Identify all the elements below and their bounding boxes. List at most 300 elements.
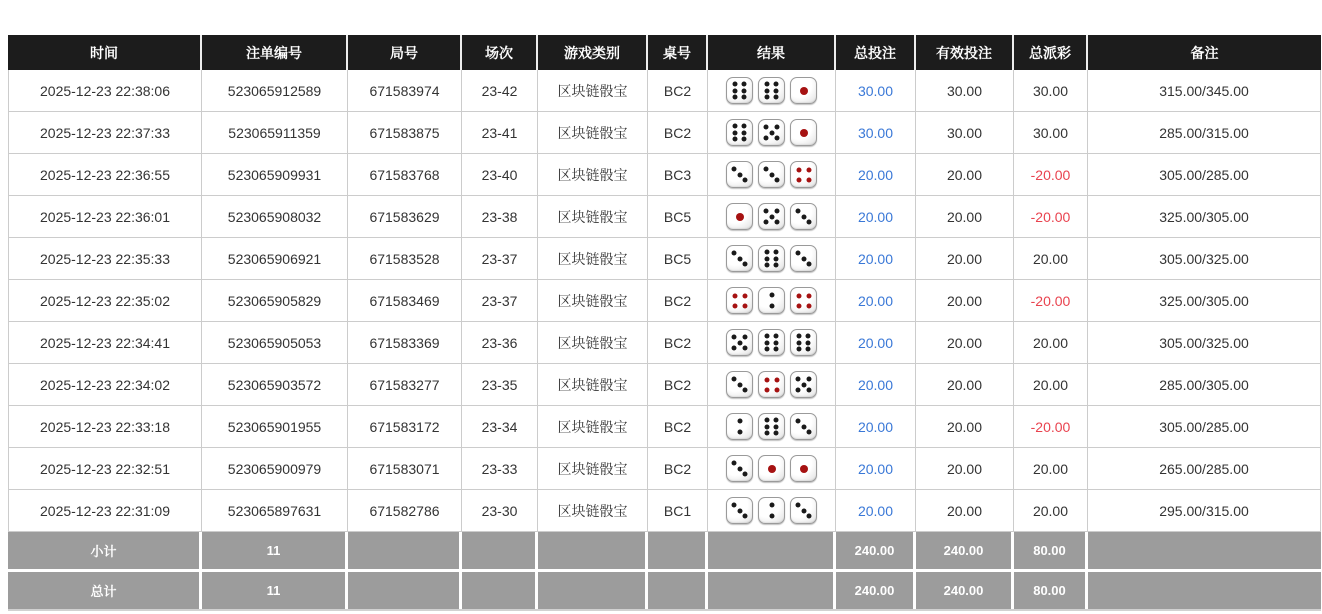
dice-result [726,77,817,104]
cell-remark: 325.00/305.00 [1088,196,1321,238]
cell-total-payout: 20.00 [1014,322,1088,364]
die-pip [742,293,747,298]
dice-result [726,119,817,146]
footer-cell-empty [462,572,538,609]
die-pip [764,387,769,392]
table-row [8,490,1321,532]
footer-cell-remark [1088,572,1321,609]
cell-round-id: 671583629 [348,196,462,238]
die-pip [774,250,779,255]
cell-result [708,364,836,406]
cell-round-id: 671583071 [348,448,462,490]
cell-round-id: 671583875 [348,112,462,154]
cell-session: 23-37 [462,238,538,280]
cell-time: 2025-12-23 22:38:06 [8,70,202,112]
die-pip [774,256,779,261]
die-pip [774,340,779,345]
footer-cell-empty [538,532,648,569]
die-pip [732,346,737,351]
die-pip [796,303,801,308]
die-6 [758,413,785,440]
cell-time: 2025-12-23 22:37:33 [8,112,202,154]
cell-total-bet[interactable]: 20.00 [836,322,916,364]
footer-cell-empty [538,572,648,609]
die-3 [790,413,817,440]
die-1 [790,119,817,146]
cell-bet-id: 523065906921 [202,238,348,280]
die-pip [737,172,742,177]
footer-cell-total-payout: 80.00 [1014,532,1088,569]
cell-game-type: 区块链骰宝 [538,448,648,490]
cell-session: 23-40 [462,154,538,196]
cell-total-bet[interactable]: 20.00 [836,364,916,406]
cell-table-no: BC2 [648,448,708,490]
cell-valid-bet: 30.00 [916,70,1014,112]
table-row [8,238,1321,280]
die-pip [806,293,811,298]
die-1 [758,455,785,482]
cell-round-id: 671583369 [348,322,462,364]
table-row [8,280,1321,322]
die-pip [774,418,779,423]
die-pip [807,514,812,519]
table-row [8,196,1321,238]
die-4 [726,287,753,314]
die-3 [790,245,817,272]
die-6 [726,119,753,146]
footer-cell-empty [462,532,538,569]
die-pip [765,94,770,99]
cell-total-bet[interactable]: 20.00 [836,196,916,238]
die-pip [743,472,748,477]
die-pip [764,125,769,130]
cell-time: 2025-12-23 22:36:55 [8,154,202,196]
die-pip [801,382,806,387]
die-2 [726,413,753,440]
die-pip [796,503,801,508]
die-pip [765,346,770,351]
die-pip [769,130,774,135]
footer-cell-total-bet: 240.00 [836,572,916,609]
die-pip [764,136,769,141]
die-pip [765,88,770,93]
die-pip [775,136,780,141]
cell-result [708,490,836,532]
cell-session: 23-34 [462,406,538,448]
die-1 [790,77,817,104]
cell-table-no: BC3 [648,154,708,196]
footer-cell-empty [708,532,836,569]
cell-table-no: BC1 [648,490,708,532]
cell-table-no: BC2 [648,280,708,322]
die-pip [743,388,748,393]
cell-bet-id: 523065900979 [202,448,348,490]
cell-total-bet[interactable]: 20.00 [836,238,916,280]
die-pip [732,461,737,466]
cell-session: 23-30 [462,490,538,532]
die-6 [758,329,785,356]
cell-table-no: BC5 [648,238,708,280]
die-pip [765,340,770,345]
die-pip [796,388,801,393]
die-pip [774,88,779,93]
footer-cell-valid-bet: 240.00 [916,572,1014,609]
header-bet-id: 注单编号 [202,35,348,70]
cell-game-type: 区块链骰宝 [538,364,648,406]
die-pip [733,130,738,135]
cell-total-bet[interactable]: 20.00 [836,490,916,532]
table-row [8,448,1321,490]
die-pip [736,213,744,221]
cell-remark: 305.00/325.00 [1088,238,1321,280]
cell-total-bet[interactable]: 30.00 [836,70,916,112]
die-6 [726,77,753,104]
die-pip [769,293,774,298]
die-3 [726,245,753,272]
die-pip [743,335,748,340]
header-valid-bet: 有效投注 [916,35,1014,70]
cell-result [708,448,836,490]
die-pip [742,88,747,93]
die-pip [800,465,808,473]
cell-table-no: BC2 [648,364,708,406]
die-pip [742,94,747,99]
cell-valid-bet: 20.00 [916,154,1014,196]
die-pip [774,424,779,429]
cell-remark: 265.00/285.00 [1088,448,1321,490]
footer-cell-empty [348,572,462,609]
die-pip [807,388,812,393]
die-pip [806,167,811,172]
footer-cell-total-bet: 240.00 [836,532,916,569]
die-pip [742,303,747,308]
die-pip [765,256,770,261]
subtotal-row [8,532,1321,569]
cell-round-id: 671582786 [348,490,462,532]
cell-remark: 315.00/345.00 [1088,70,1321,112]
die-pip [796,177,801,182]
cell-valid-bet: 20.00 [916,364,1014,406]
die-pip [774,334,779,339]
dice-result [726,497,817,524]
die-pip [769,214,774,219]
die-pip [807,430,812,435]
cell-remark: 285.00/315.00 [1088,112,1321,154]
cell-time: 2025-12-23 22:31:09 [8,490,202,532]
die-pip [743,514,748,519]
die-pip [796,377,801,382]
cell-result [708,238,836,280]
cell-bet-id: 523065911359 [202,112,348,154]
die-pip [765,334,770,339]
die-pip [732,293,737,298]
footer-cell-empty [648,572,708,609]
cell-table-no: BC2 [648,70,708,112]
die-pip [796,419,801,424]
die-6 [758,245,785,272]
cell-game-type: 区块链骰宝 [538,280,648,322]
grandtotal-row [8,572,1321,609]
die-pip [796,251,801,256]
die-pip [742,136,747,141]
die-pip [775,220,780,225]
cell-remark: 325.00/305.00 [1088,280,1321,322]
die-pip [807,262,812,267]
cell-bet-id: 523065905053 [202,322,348,364]
die-pip [737,419,742,424]
die-pip [765,418,770,423]
die-pip [774,387,779,392]
dice-result [726,161,817,188]
cell-total-payout: 20.00 [1014,238,1088,280]
cell-total-payout: -20.00 [1014,196,1088,238]
die-pip [732,335,737,340]
cell-time: 2025-12-23 22:32:51 [8,448,202,490]
cell-total-payout: -20.00 [1014,406,1088,448]
die-pip [732,377,737,382]
cell-game-type: 区块链骰宝 [538,112,648,154]
die-pip [801,508,806,513]
die-pip [769,503,774,508]
die-5 [790,371,817,398]
die-pip [800,87,808,95]
die-pip [743,346,748,351]
footer-cell-count: 11 [202,532,348,569]
cell-remark: 305.00/325.00 [1088,322,1321,364]
die-pip [743,262,748,267]
footer-cell-total-payout: 80.00 [1014,572,1088,609]
cell-result [708,196,836,238]
die-3 [726,455,753,482]
die-1 [726,203,753,230]
header-game-type: 游戏类别 [538,35,648,70]
cell-time: 2025-12-23 22:33:18 [8,406,202,448]
die-1 [790,455,817,482]
table-body [8,70,1321,532]
cell-session: 23-33 [462,448,538,490]
cell-valid-bet: 20.00 [916,238,1014,280]
dice-result [726,329,817,356]
die-pip [764,377,769,382]
cell-valid-bet: 20.00 [916,490,1014,532]
cell-total-payout: 30.00 [1014,70,1088,112]
cell-round-id: 671583172 [348,406,462,448]
table-header-row [8,35,1321,70]
cell-result [708,70,836,112]
die-pip [733,136,738,141]
die-pip [774,82,779,87]
cell-game-type: 区块链骰宝 [538,196,648,238]
cell-round-id: 671583277 [348,364,462,406]
die-pip [733,124,738,129]
cell-total-payout: 20.00 [1014,364,1088,406]
cell-total-bet[interactable]: 20.00 [836,448,916,490]
die-pip [801,256,806,261]
die-pip [774,262,779,267]
die-pip [764,220,769,225]
die-pip [797,346,802,351]
die-pip [806,334,811,339]
cell-remark: 305.00/285.00 [1088,154,1321,196]
table-row [8,112,1321,154]
cell-bet-id: 523065908032 [202,196,348,238]
die-pip [743,178,748,183]
cell-time: 2025-12-23 22:34:02 [8,364,202,406]
cell-total-bet[interactable]: 20.00 [836,280,916,322]
cell-valid-bet: 20.00 [916,196,1014,238]
die-3 [726,497,753,524]
cell-session: 23-41 [462,112,538,154]
die-pip [742,124,747,129]
table-row [8,364,1321,406]
table-row [8,322,1321,364]
die-pip [801,214,806,219]
die-5 [758,119,785,146]
cell-time: 2025-12-23 22:35:02 [8,280,202,322]
cell-table-no: BC2 [648,112,708,154]
cell-table-no: BC2 [648,406,708,448]
die-pip [796,167,801,172]
die-pip [764,167,769,172]
die-3 [790,203,817,230]
header-remark: 备注 [1088,35,1321,70]
cell-bet-id: 523065912589 [202,70,348,112]
die-pip [774,430,779,435]
die-3 [726,161,753,188]
die-pip [732,251,737,256]
die-pip [775,209,780,214]
cell-round-id: 671583768 [348,154,462,196]
die-pip [769,304,774,309]
dice-result [726,245,817,272]
header-total-bet: 总投注 [836,35,916,70]
cell-session: 23-35 [462,364,538,406]
cell-result [708,154,836,196]
table-row [8,154,1321,196]
header-round-id: 局号 [348,35,462,70]
cell-time: 2025-12-23 22:34:41 [8,322,202,364]
cell-bet-id: 523065909931 [202,154,348,196]
cell-total-bet[interactable]: 20.00 [836,154,916,196]
die-pip [742,130,747,135]
die-pip [801,424,806,429]
die-pip [800,129,808,137]
die-5 [758,203,785,230]
die-pip [737,466,742,471]
die-pip [732,167,737,172]
die-pip [806,346,811,351]
dice-result [726,371,817,398]
die-2 [758,287,785,314]
cell-result [708,406,836,448]
die-pip [765,430,770,435]
cell-time: 2025-12-23 22:35:33 [8,238,202,280]
die-pip [737,256,742,261]
cell-round-id: 671583974 [348,70,462,112]
die-6 [790,329,817,356]
dice-result [726,413,817,440]
cell-table-no: BC2 [648,322,708,364]
die-pip [796,209,801,214]
cell-total-bet[interactable]: 30.00 [836,112,916,154]
dice-result [726,203,817,230]
cell-remark: 305.00/285.00 [1088,406,1321,448]
cell-total-bet[interactable]: 20.00 [836,406,916,448]
die-pip [807,377,812,382]
die-5 [726,329,753,356]
die-pip [765,82,770,87]
cell-valid-bet: 20.00 [916,280,1014,322]
table-row [8,406,1321,448]
cell-total-payout: 20.00 [1014,448,1088,490]
die-pip [733,88,738,93]
cell-result [708,112,836,154]
table-row [8,70,1321,112]
header-result: 结果 [708,35,836,70]
die-4 [790,161,817,188]
footer-cell-empty [648,532,708,569]
die-pip [765,262,770,267]
cell-result [708,322,836,364]
cell-valid-bet: 20.00 [916,406,1014,448]
cell-session: 23-42 [462,70,538,112]
die-pip [797,334,802,339]
cell-valid-bet: 30.00 [916,112,1014,154]
die-pip [732,503,737,508]
die-pip [796,293,801,298]
footer-cell-label: 小计 [8,532,202,569]
die-3 [758,161,785,188]
die-3 [726,371,753,398]
cell-bet-id: 523065901955 [202,406,348,448]
cell-total-payout: 20.00 [1014,490,1088,532]
header-session: 场次 [462,35,538,70]
footer-cell-valid-bet: 240.00 [916,532,1014,569]
cell-round-id: 671583528 [348,238,462,280]
die-pip [774,346,779,351]
die-pip [806,177,811,182]
footer-cell-empty [708,572,836,609]
cell-game-type: 区块链骰宝 [538,238,648,280]
die-pip [732,303,737,308]
cell-bet-id: 523065897631 [202,490,348,532]
footer-cell-label: 总计 [8,572,202,609]
footer-cell-remark [1088,532,1321,569]
cell-round-id: 671583469 [348,280,462,322]
table-footer [8,532,1321,609]
cell-remark: 295.00/315.00 [1088,490,1321,532]
cell-table-no: BC5 [648,196,708,238]
die-pip [765,424,770,429]
cell-game-type: 区块链骰宝 [538,70,648,112]
dice-result [726,287,817,314]
die-4 [790,287,817,314]
die-pip [807,220,812,225]
die-pip [737,382,742,387]
die-pip [768,465,776,473]
cell-time: 2025-12-23 22:36:01 [8,196,202,238]
cell-remark: 285.00/305.00 [1088,364,1321,406]
cell-session: 23-37 [462,280,538,322]
cell-valid-bet: 20.00 [916,448,1014,490]
die-pip [806,303,811,308]
cell-total-payout: -20.00 [1014,280,1088,322]
header-table-no: 桌号 [648,35,708,70]
die-4 [758,371,785,398]
die-3 [790,497,817,524]
die-pip [797,340,802,345]
cell-valid-bet: 20.00 [916,322,1014,364]
